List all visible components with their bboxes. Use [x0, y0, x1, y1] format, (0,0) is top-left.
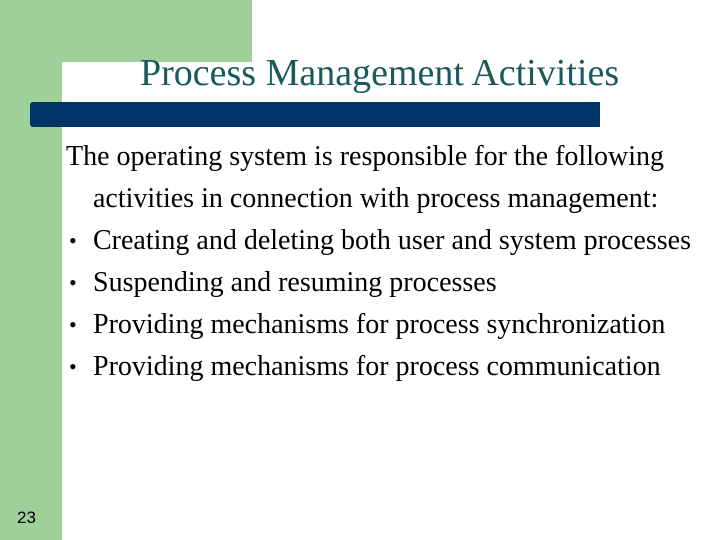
list-item — [66, 220, 706, 262]
left-decorative-bar — [0, 0, 62, 540]
list-item — [66, 262, 706, 304]
bullet-text: Creating and deleting both user and system processes — [93, 225, 691, 256]
bullet-text: Providing mechanisms for process synchronization — [93, 309, 666, 340]
slide-title: Process Management Activities — [140, 52, 620, 94]
page-number: 23 — [17, 508, 36, 527]
bullet-icon: • — [69, 354, 77, 379]
bullet-list — [66, 220, 706, 388]
slide-body — [66, 136, 706, 388]
rounded-corner-decoration — [62, 62, 102, 102]
bullet-text: Providing mechanisms for process communication — [93, 351, 661, 382]
bullet-icon: • — [69, 312, 77, 337]
intro-text: The operating system is responsible for the following activities in connection with process management: — [66, 141, 664, 214]
list-item — [66, 346, 706, 388]
bullet-text: Suspending and resuming processes — [93, 267, 497, 298]
list-item — [66, 304, 706, 346]
bullet-icon: • — [69, 228, 77, 253]
bullet-icon: • — [69, 270, 77, 295]
title-underline-bar — [30, 102, 600, 127]
